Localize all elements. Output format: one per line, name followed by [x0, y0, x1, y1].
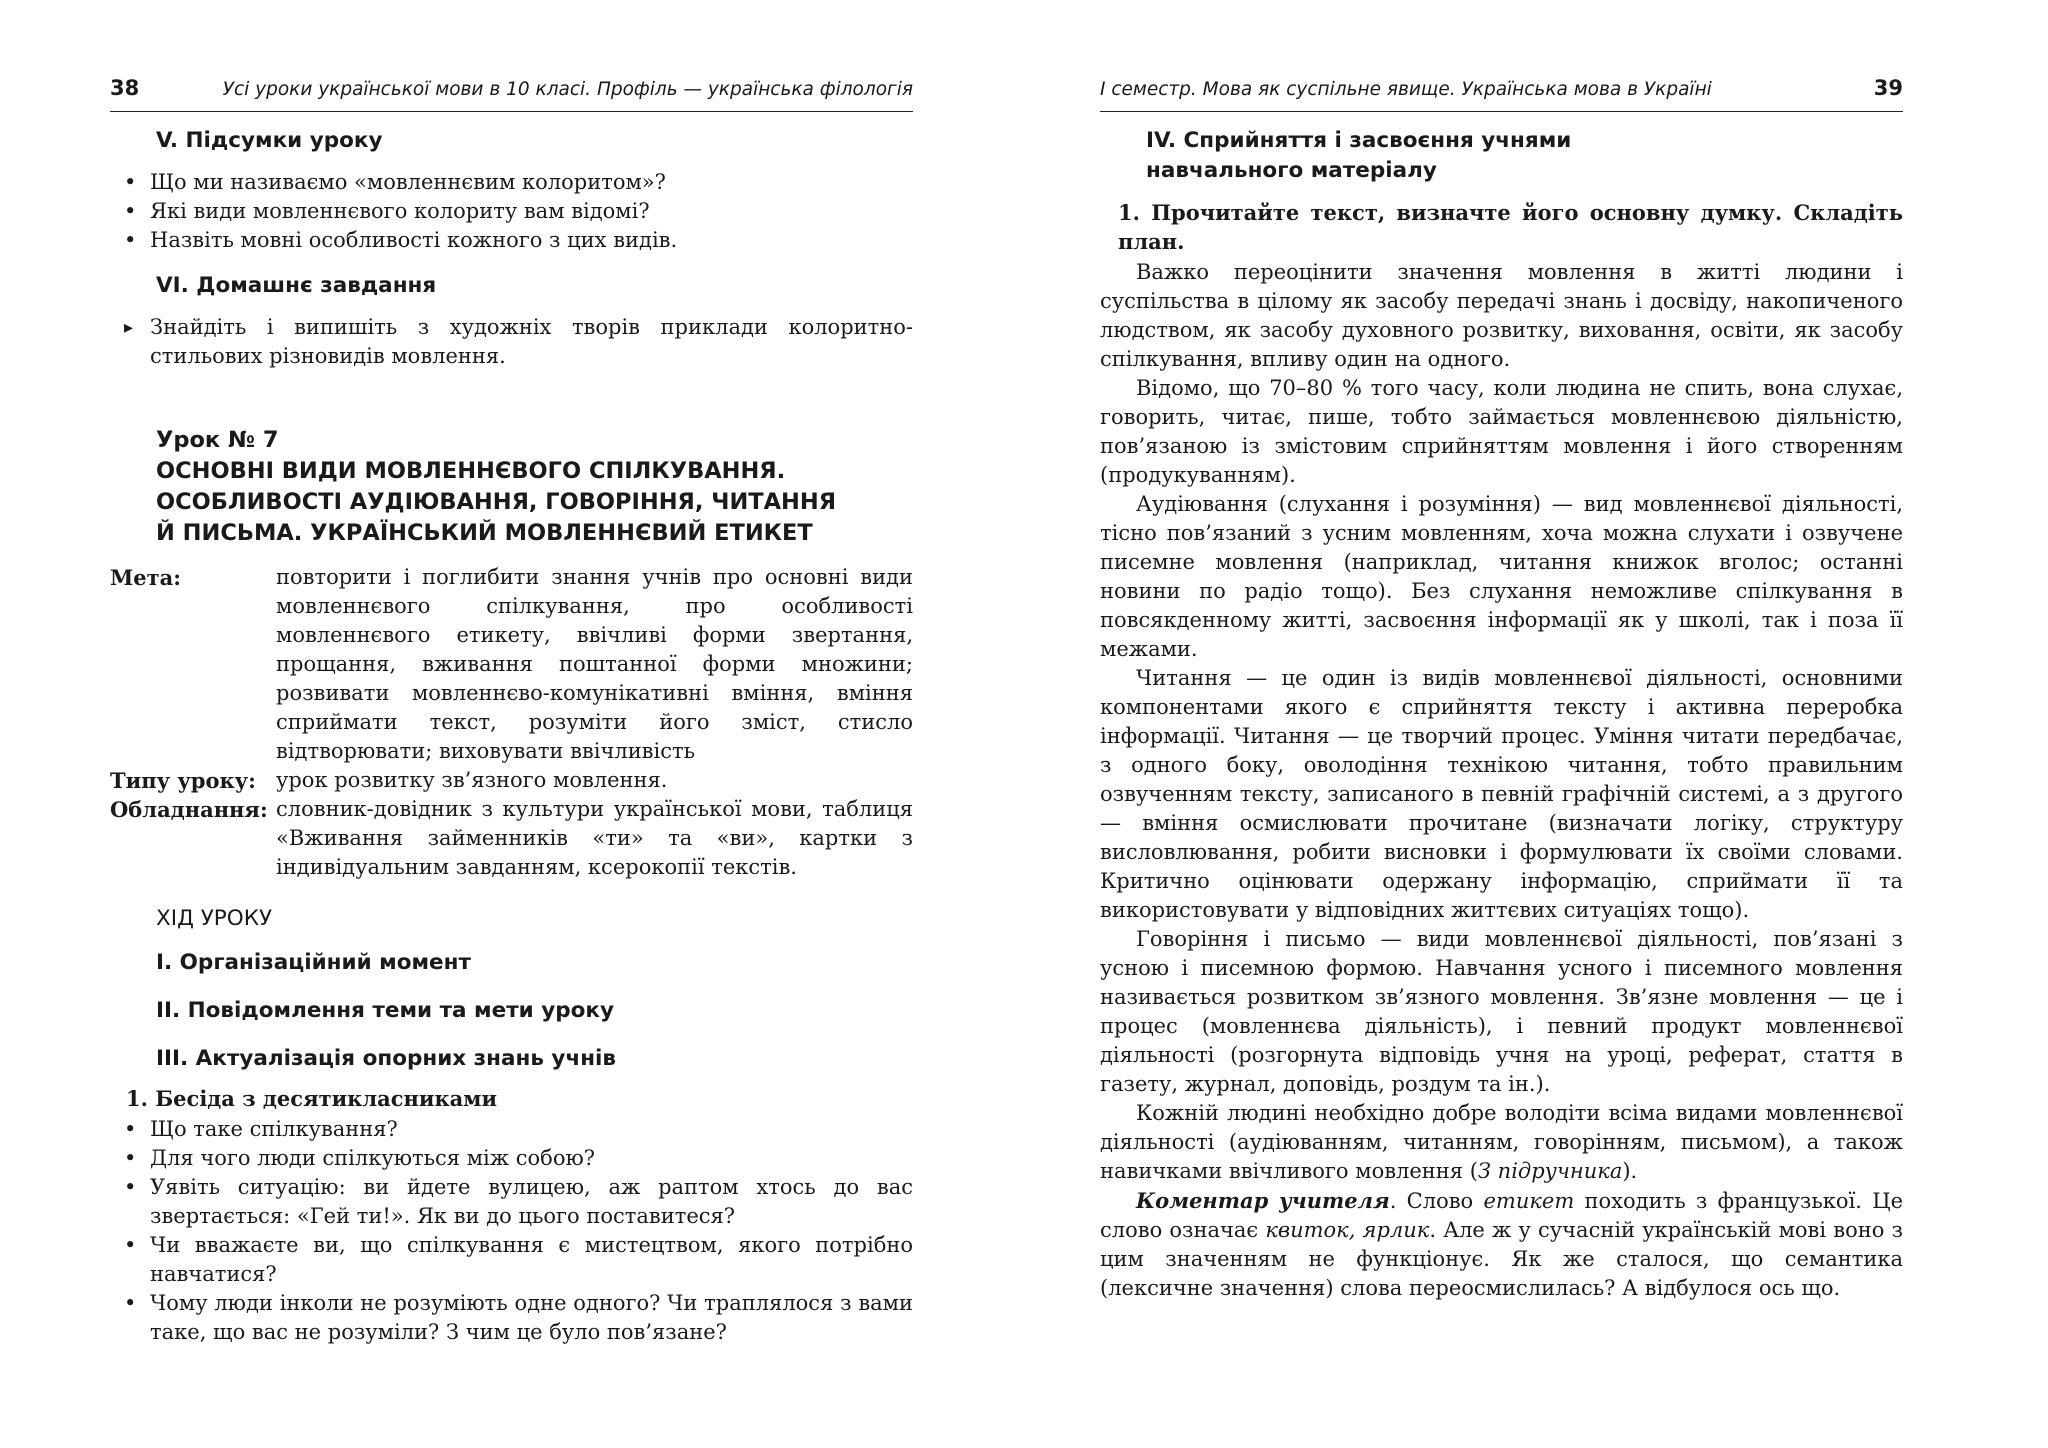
summary-heading: V. Підсумки уроку	[156, 128, 383, 153]
lesson-heading	[156, 425, 913, 549]
list-item: • Назвіть мовні особливості кожного з цих видів.	[120, 226, 913, 255]
homework-heading: VI. Домашнє завдання	[156, 273, 437, 298]
lesson-title-line: Й ПИСЬМА. УКРАЇНСЬКИЙ МОВЛЕННЄВИЙ ЕТИКЕТ	[156, 520, 813, 546]
equipment-text: словник-довідник з культури української мови, таблиця «Вживання займенників «ти» та «ви», картки з індивідуальним завданням, ксерокопії текстів.	[276, 797, 913, 879]
lesson-title-line: ОСОБЛИВОСТІ АУДІЮВАННЯ, ГОВОРІННЯ, ЧИТАННЯ	[156, 489, 837, 515]
text-paragraph	[1100, 1099, 1903, 1186]
comment-meaning: квиток, ярлик	[1265, 1218, 1430, 1242]
right-content	[1100, 112, 1903, 1303]
conversation-heading: 1. Бесіда з десятикласниками	[126, 1086, 498, 1111]
comment-text: . Слово	[1389, 1189, 1484, 1213]
type-label: Типу уроку:	[110, 768, 256, 793]
goal-label: Мета:	[110, 565, 181, 590]
comment-text: походить з французької. Це слово означає	[1100, 1189, 1904, 1242]
list-item: • Які види мовленнєвого колориту вам відомі?	[120, 197, 913, 226]
course-heading: ХІД УРОКУ	[156, 906, 273, 931]
homework-list	[110, 313, 913, 371]
text-paragraph: Відомо, що 70–80 % того часу, коли людина не спить, вона слухає, говорить, читає, пише, тобто займається мовленнєвою діяльністю, пов’язаною із змістовим сприйняттям мовлення і його створенням (продукуванням).	[1100, 376, 1903, 487]
task-heading: 1. Прочитайте текст, визначте його основну думку. Складіть план.	[1118, 200, 1903, 254]
right-page	[1100, 76, 1903, 1303]
source-reference: З підручника	[1477, 1159, 1623, 1183]
list-item: • Що таке спілкування?	[120, 1115, 913, 1144]
running-title: Усі уроки української мови в 10 класі. Профіль — українська філологія	[222, 79, 913, 100]
list-item: • Чи вважаєте ви, що спілкування є мистецтвом, якого потрібно навчатися?	[120, 1231, 913, 1289]
conversation-questions	[110, 1115, 913, 1347]
list-item: • Чому люди інколи не розуміють одне одного? Чи траплялося з вами таке, що вас не розуміли? З чим це було пов’язане?	[120, 1289, 913, 1347]
equipment-label: Обладнання:	[110, 797, 268, 822]
list-item: • Для чого люди спілкуються між собою?	[120, 1144, 913, 1173]
lesson-info	[110, 563, 913, 882]
comment-term: етикет	[1483, 1189, 1575, 1213]
stage-heading: III. Актуалізація опорних знань учнів	[156, 1046, 617, 1071]
stage-heading: I. Організаційний момент	[156, 950, 471, 975]
section-heading-line: IV. Сприйняття і засвоєння учнями	[1146, 128, 1572, 153]
section-heading-line: навчального матеріалу	[1146, 158, 1437, 183]
goal-text: повторити і поглибити знання учнів про основні види мовленнєвого спілкування, про особливості мовленнєвого етикету, ввічливі форми звертання, прощання, вживання поштанної форми множини; розвивати мовленнєво-комунікативні вміння, вміння сприймати текст, розуміти його зміст, стисло відтворювати; виховувати ввічливість	[276, 565, 913, 763]
section-heading	[1100, 126, 1903, 186]
left-content	[110, 112, 913, 1347]
comment-label: Коментар учителя	[1136, 1188, 1390, 1213]
teacher-comment	[1100, 1186, 1903, 1303]
right-running-head	[1100, 76, 1903, 112]
left-page	[110, 76, 913, 1347]
list-item: • Що ми називаємо «мовленнєвим колоритом»?	[120, 168, 913, 197]
homework-task: ▸ Знайдіть і випишіть з художніх творів приклади колоритно-стильових різновидів мовлення.	[120, 313, 913, 371]
page-number: 39	[1873, 76, 1903, 100]
type-text: урок розвитку зв’язного мовлення.	[276, 768, 668, 792]
text-paragraph: Говоріння і письмо — види мовленнєвої діяльності, пов’язані з усною і писемною формою. Навчання усного і писемного мовлення називається розвитком зв’язного мовлення. Зв’язне мовлення — це і процес (мовленнєва діяльність), і певний продукт мовленнєвої діяльності (розгорнута відповідь учня на уроці, реферат, стаття в газету, журнал, доповідь, роздум та ін.).	[1100, 927, 1903, 1096]
lesson-title-line: ОСНОВНІ ВИДИ МОВЛЕННЄВОГО СПІЛКУВАННЯ.	[156, 458, 786, 484]
left-running-head	[110, 76, 913, 112]
paragraph-text: ).	[1622, 1159, 1638, 1183]
running-title: I семестр. Мова як суспільне явище. Українська мова в Україні	[1100, 79, 1712, 100]
page-number: 38	[110, 76, 140, 100]
lesson-number: Урок № 7	[156, 427, 279, 453]
text-paragraph: Читання — це один із видів мовленнєвої діяльності, основними компонентами якого є сприйняття тексту і активна переробка інформації. Читання — це творчий процес. Уміння читати передбачає, з одного боку, оволодіння технікою читання, тобто правильним озвученням тексту, записаного в певній графічній системі, а з другого — вміння осмислювати прочитане (визначати логіку, структуру висловлювання, робити висновки і формулювати їх своїми словами. Критично оцінювати одержану інформацію, сприймати її та використовувати у відповідних життєвих ситуаціях тощо).	[1100, 666, 1903, 922]
comment-text: . Але ж у сучасній українській мові воно з цим значенням не функціонує. Як же сталося, що семантика (лексичне значення) слова переосмислилась? А відбулося ось що.	[1100, 1218, 1903, 1300]
stage-heading: II. Повідомлення теми та мети уроку	[156, 998, 614, 1023]
text-paragraph: Важко переоцінити значення мовлення в житті людини і суспільства в цілому як засобу передачі знань і досвіду, накопиченого людством, як засобу духовного розвитку, виховання, освіти, як засобу спілкування, впливу один на одного.	[1100, 260, 1903, 371]
paragraph-text: Кожній людині необхідно добре володіти всіма видами мовленнєвої діяльності (аудіюванням, читанням, говорінням, письмом), а також навичками ввічливого мовлення (	[1100, 1101, 1903, 1183]
summary-questions	[110, 168, 913, 255]
text-paragraph: Аудіювання (слухання і розуміння) — вид мовленнєвої діяльності, тісно пов’язаний з усним мовленням, хоча можна слухати і озвучене писемне мовлення (наприклад, читання книжок вголос; останні новини по радіо тощо). Без слухання неможливе спілкування в повсякденному житті, засвоєння інформації як у школі, так і поза її межами.	[1100, 492, 1903, 661]
list-item: • Уявіть ситуацію: ви йдете вулицею, аж раптом хтось до вас звертається: «Гей ти!». Як ви до цього поставитеся?	[120, 1173, 913, 1231]
